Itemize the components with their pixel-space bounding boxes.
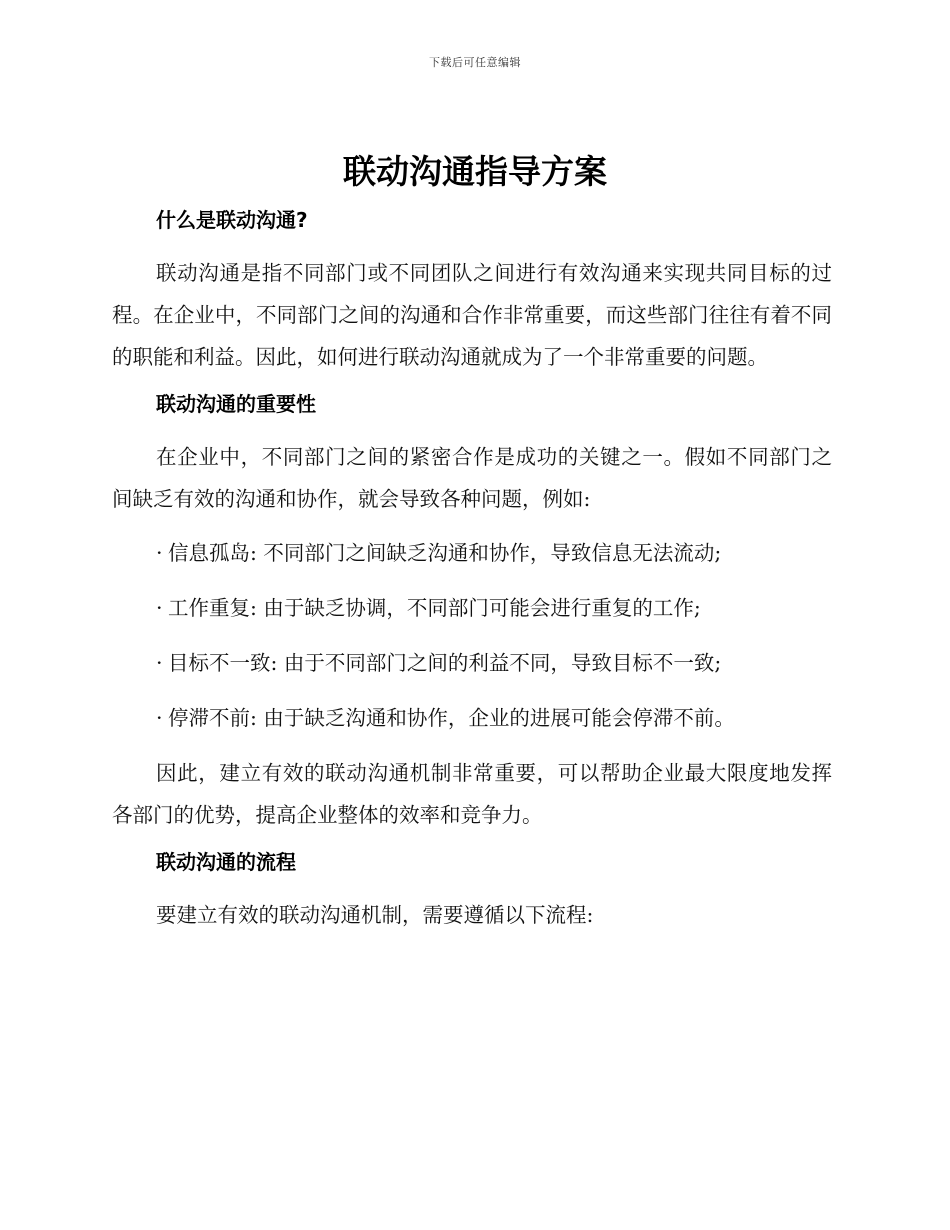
document-body: [112, 200, 832, 948]
bullet-icon: ·: [156, 541, 163, 565]
paragraph-definition: 联动沟通是指不同部门或不同团队之间进行有效沟通来实现共同目标的过程。在企业中，不同部门之间的沟通和合作非常重要，而这些部门往往有着不同的职能和利益。因此，如何进行联动沟通就成为了一个非常重要的问题。: [112, 261, 832, 369]
paragraph-importance-conclusion: 因此，建立有效的联动沟通机制非常重要，可以帮助企业最大限度地发挥各部门的优势，提高企业整体的效率和竞争力。: [112, 761, 832, 827]
section-heading-process: 联动沟通的流程: [156, 850, 296, 874]
section-heading-importance: 联动沟通的重要性: [156, 392, 316, 416]
bullet-icon: ·: [156, 596, 163, 620]
section-heading-what-is: 什么是联动沟通?: [156, 208, 308, 232]
list-item-text: 信息孤岛: 不同部门之间缺乏沟通和协作，导致信息无法流动;: [168, 541, 722, 565]
list-item: [112, 532, 832, 574]
bullet-icon: ·: [156, 651, 163, 675]
bullet-icon: ·: [156, 706, 163, 730]
list-item-text: 工作重复: 由于缺乏协调，不同部门可能会进行重复的工作;: [168, 596, 701, 620]
list-item-text: 停滞不前: 由于缺乏沟通和协作，企业的进展可能会停滞不前。: [168, 706, 735, 730]
paragraph-importance-intro: 在企业中，不同部门之间的紧密合作是成功的关键之一。假如不同部门之间缺乏有效的沟通和协作，就会导致各种问题，例如:: [112, 445, 832, 511]
list-item: [112, 587, 832, 629]
page-title: 联动沟通指导方案: [343, 152, 607, 191]
list-item: [112, 697, 832, 739]
list-item-text: 目标不一致: 由于不同部门之间的利益不同，导致目标不一致;: [168, 651, 722, 675]
paragraph-process-intro: 要建立有效的联动沟通机制，需要遵循以下流程:: [156, 903, 594, 927]
header-note: 下载后可任意编辑: [429, 56, 521, 69]
list-item: [112, 642, 832, 684]
